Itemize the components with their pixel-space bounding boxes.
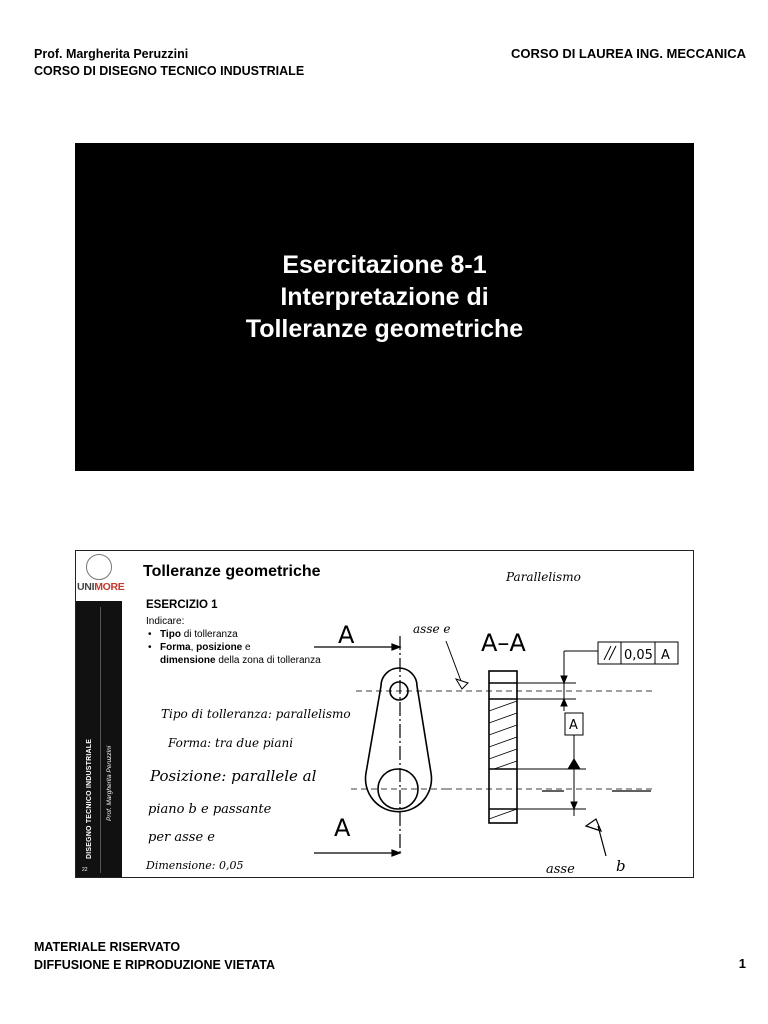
slide-page-number: 22	[82, 867, 88, 873]
instructions-intro: Indicare:	[146, 616, 185, 627]
hw-parallelism: Parallelismo	[506, 570, 581, 584]
hw-pos1: Posizione: parallele al	[150, 767, 317, 785]
section-label-bottom: A	[334, 814, 351, 842]
title-line-2: Interpretazione di	[280, 283, 489, 311]
hw-pos3: per asse e	[148, 830, 215, 845]
exercise-slide	[75, 550, 694, 878]
hw-asse-top: asse e	[413, 622, 451, 636]
footer-line-2: DIFFUSIONE E RIPRODUZIONE VIETATA	[34, 958, 275, 972]
exercise-label: ESERCIZIO 1	[146, 599, 218, 611]
hw-tipo: Tipo di tolleranza: parallelismo	[161, 707, 351, 721]
title-slide	[75, 143, 694, 471]
sidebar-course-label: DISEGNO TECNICO INDUSTRIALE	[86, 738, 93, 859]
sidebar-prof-label: Prof. Margherita Peruzzini	[106, 745, 113, 821]
bullet-form: • Forma, posizione e dimensione della zona di tolleranza	[156, 641, 336, 667]
title-line-1: Esercitazione 8-1	[282, 251, 487, 279]
unimore-logo: UNIMORE	[77, 581, 125, 593]
bullet-type: • Tipo di tolleranza	[156, 628, 336, 641]
fcf-value: 0,05	[624, 648, 653, 663]
page-number: 1	[738, 956, 746, 971]
footer-line-1: MATERIALE RISERVATO	[34, 940, 181, 954]
author-name: Prof. Margherita Peruzzini	[34, 47, 189, 61]
title-line-3: Tolleranze geometriche	[245, 315, 524, 343]
datum-box-label: A	[569, 718, 578, 733]
course-name: CORSO DI DISEGNO TECNICO INDUSTRIALE	[34, 64, 305, 78]
hw-b: b	[616, 857, 626, 875]
slide-title: Tolleranze geometriche	[143, 563, 321, 580]
fcf-datum: A	[661, 648, 670, 663]
section-view-label: A–A	[481, 629, 526, 657]
hw-pos2: piano b e passante	[148, 802, 272, 817]
technical-drawing	[76, 551, 694, 878]
header-left	[34, 46, 304, 80]
degree-name: CORSO DI LAUREA ING. MECCANICA	[511, 46, 746, 61]
footer-notice	[34, 938, 275, 974]
section-label-top: A	[338, 621, 355, 649]
hw-asse-bottom: asse	[546, 862, 575, 877]
hw-forma: Forma: tra due piani	[168, 736, 294, 750]
hw-dim: Dimensione: 0,05	[146, 859, 244, 872]
